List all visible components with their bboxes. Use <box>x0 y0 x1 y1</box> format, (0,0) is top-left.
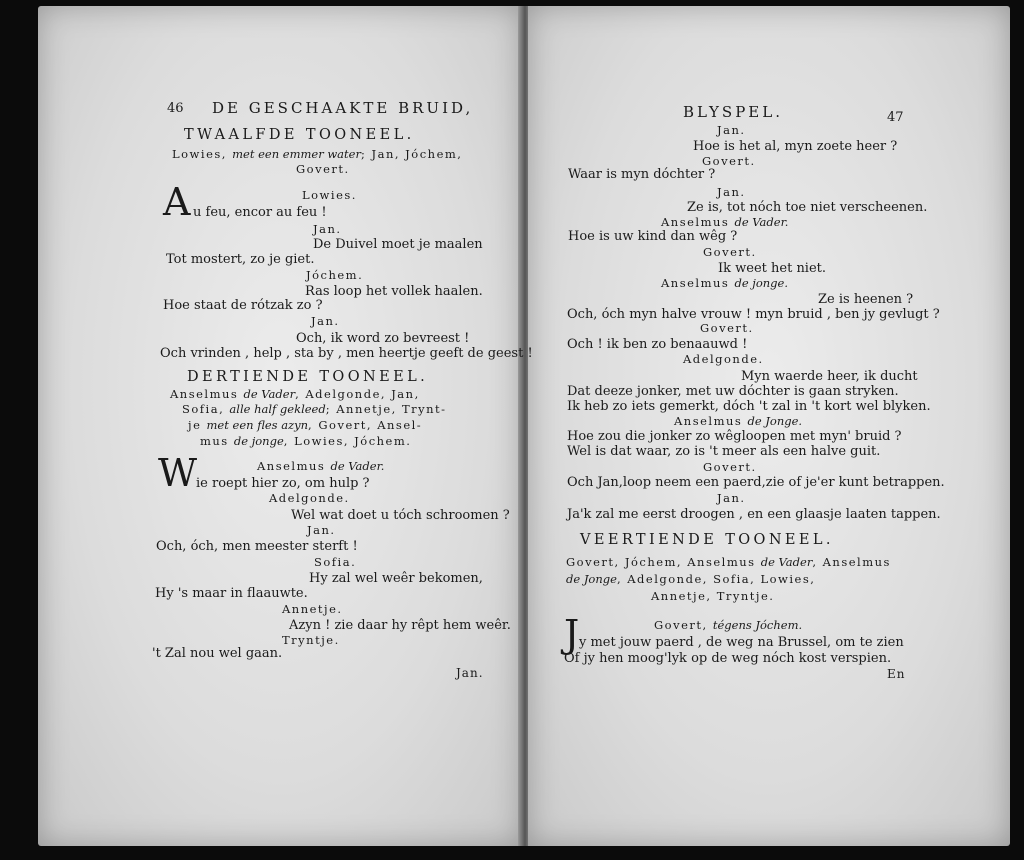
verse-line: Hy 's maar in flaauwte. <box>155 586 308 601</box>
verse-line: Hoe is het al, myn zoete heer ? <box>693 139 898 154</box>
catchword-right: En <box>887 667 906 681</box>
running-head-left: DE GESCHAAKTE BRUID, <box>212 99 474 117</box>
speaker-tryntje: Tryntje. <box>282 633 340 647</box>
speaker-govert: Govert. <box>700 321 754 335</box>
speaker-govert: Govert. <box>703 460 757 474</box>
verse-line: Myn waerde heer, ik ducht <box>741 369 918 384</box>
cast3-line-2: de Jonge, Adelgonde, Sofia, Lowies, <box>566 572 816 586</box>
verse-line: Dat deeze jonker, met uw dóchter is gaan stryken. <box>567 384 899 399</box>
cast3-line-1: Govert, Jóchem, Anselmus de Vader, Anselmus <box>566 555 891 569</box>
speaker-anselmus: Anselmus de Vader. <box>661 215 789 229</box>
verse-line: Hoe staat de rótzak zo ? <box>163 298 323 313</box>
speaker-jan: Jan. <box>717 185 746 199</box>
verse-line: Och, ik word zo bevreest ! <box>296 331 470 346</box>
verse-line: De Duivel moet je maalen <box>313 237 483 252</box>
verse-line: Ze is, tot nóch toe niet verscheenen. <box>687 200 928 215</box>
scene-title-veertiende: VEERTIENDE TOONEEL. <box>580 532 834 548</box>
verse-line: Ras loop het vollek haalen. <box>305 284 483 299</box>
verse-line: Azyn ! zie daar hy rêpt hem weêr. <box>289 618 511 633</box>
speaker-annetje: Annetje. <box>282 602 343 616</box>
verse-line: Ja'k zal me eerst droogen , en een glaasje laaten tappen. <box>567 507 941 522</box>
verse-line: Hoe is uw kind dan wêg ? <box>568 229 738 244</box>
verse-line: u feu, encor au feu ! <box>193 205 327 220</box>
speaker-anselmus: Anselmus de Jonge. <box>674 414 803 428</box>
speaker-govert: Govert. <box>703 245 757 259</box>
verse-line: Ze is heenen ? <box>818 292 914 307</box>
speaker-jan: Jan. <box>311 314 340 328</box>
verse-line: Och, óch myn halve vrouw ! myn bruid , ben jy gevlugt ? <box>567 307 940 322</box>
speaker-anselmus: Anselmus de jonge. <box>661 276 789 290</box>
drop-cap-W: W <box>158 451 198 495</box>
cast2-line-4: mus de jonge, Lowies, Jóchem. <box>200 434 412 448</box>
verse-line: Wel is dat waar, zo is 't meer als een halve guit. <box>567 444 881 459</box>
cast2-line-2: Sofia, alle half gekleed; Annetje, Trynt- <box>182 402 447 416</box>
verse-line: Och ! ik ben zo benaauwd ! <box>567 337 748 352</box>
verse-line: Ik heb zo iets gemerkt, dóch 't zal in 't kort wel blyken. <box>567 399 931 414</box>
drop-cap-A: A <box>163 180 191 224</box>
speaker-jan: Jan. <box>717 123 746 137</box>
cast2-line-3: je met een fles azyn, Govert, Ansel- <box>188 418 423 432</box>
verse-line: Of jy hen moog'lyk op de weg nóch kost verspien. <box>564 651 892 666</box>
verse-line: Och vrinden , help , sta by , men heertje geeft de geest ! <box>160 346 533 361</box>
verse-line: ie roept hier zo, om hulp ? <box>196 476 370 491</box>
catchword-left: Jan. <box>456 666 484 680</box>
speaker-adelgonde: Adelgonde. <box>683 352 764 366</box>
cast3-line-3: Annetje, Tryntje. <box>651 589 775 603</box>
verse-line: Tot mostert, zo je giet. <box>166 252 315 267</box>
cast2-line-1: Anselmus de Vader, Adelgonde, Jan, <box>170 387 420 401</box>
speaker-jan: Jan. <box>717 491 746 505</box>
speaker-govert: Govert. <box>702 154 756 168</box>
speaker-jan: Jan. <box>313 222 342 236</box>
cast-line-1: Lowies, met een emmer water; Jan, Jóchem, <box>172 147 463 161</box>
cast-line-2: Govert. <box>296 162 350 176</box>
speaker-govert: Govert, tégens Jóchem. <box>654 618 803 632</box>
scene-title-twaalfde: TWAALFDE TOONEEL. <box>184 127 415 143</box>
verse-line: Ik weet het niet. <box>718 261 827 276</box>
scene-title-dertiende: DERTIENDE TOONEEL. <box>187 369 429 385</box>
speaker-jochem: Jóchem. <box>306 268 364 282</box>
drop-cap-J: J <box>564 612 580 656</box>
verse-line: Hy zal wel weêr bekomen, <box>309 571 483 586</box>
verse-line: Och Jan,loop neem een paerd,zie of je'er kunt betrappen. <box>567 475 945 490</box>
verse-line: Hoe zou die jonker zo wêgloopen met myn' bruid ? <box>567 429 902 444</box>
verse-line: Och, óch, men meester sterft ! <box>156 539 358 554</box>
verse-line: 't Zal nou wel gaan. <box>152 646 283 661</box>
speaker-anselmus: Anselmus de Vader. <box>257 459 385 473</box>
running-head-right: BLYSPEL. <box>683 103 783 121</box>
page-number-right: 47 <box>887 110 904 125</box>
speaker-sofia: Sofia. <box>314 555 357 569</box>
speaker-lowies: Lowies. <box>302 188 357 202</box>
verse-line: Wel wat doet u tóch schroomen ? <box>291 508 510 523</box>
page-number-left: 46 <box>167 101 184 116</box>
speaker-adelgonde: Adelgonde. <box>269 491 350 505</box>
verse-line: y met jouw paerd , de weg na Brussel, om te zien <box>579 635 904 650</box>
verse-line: Waar is myn dóchter ? <box>568 167 716 182</box>
speaker-jan: Jan. <box>307 523 336 537</box>
